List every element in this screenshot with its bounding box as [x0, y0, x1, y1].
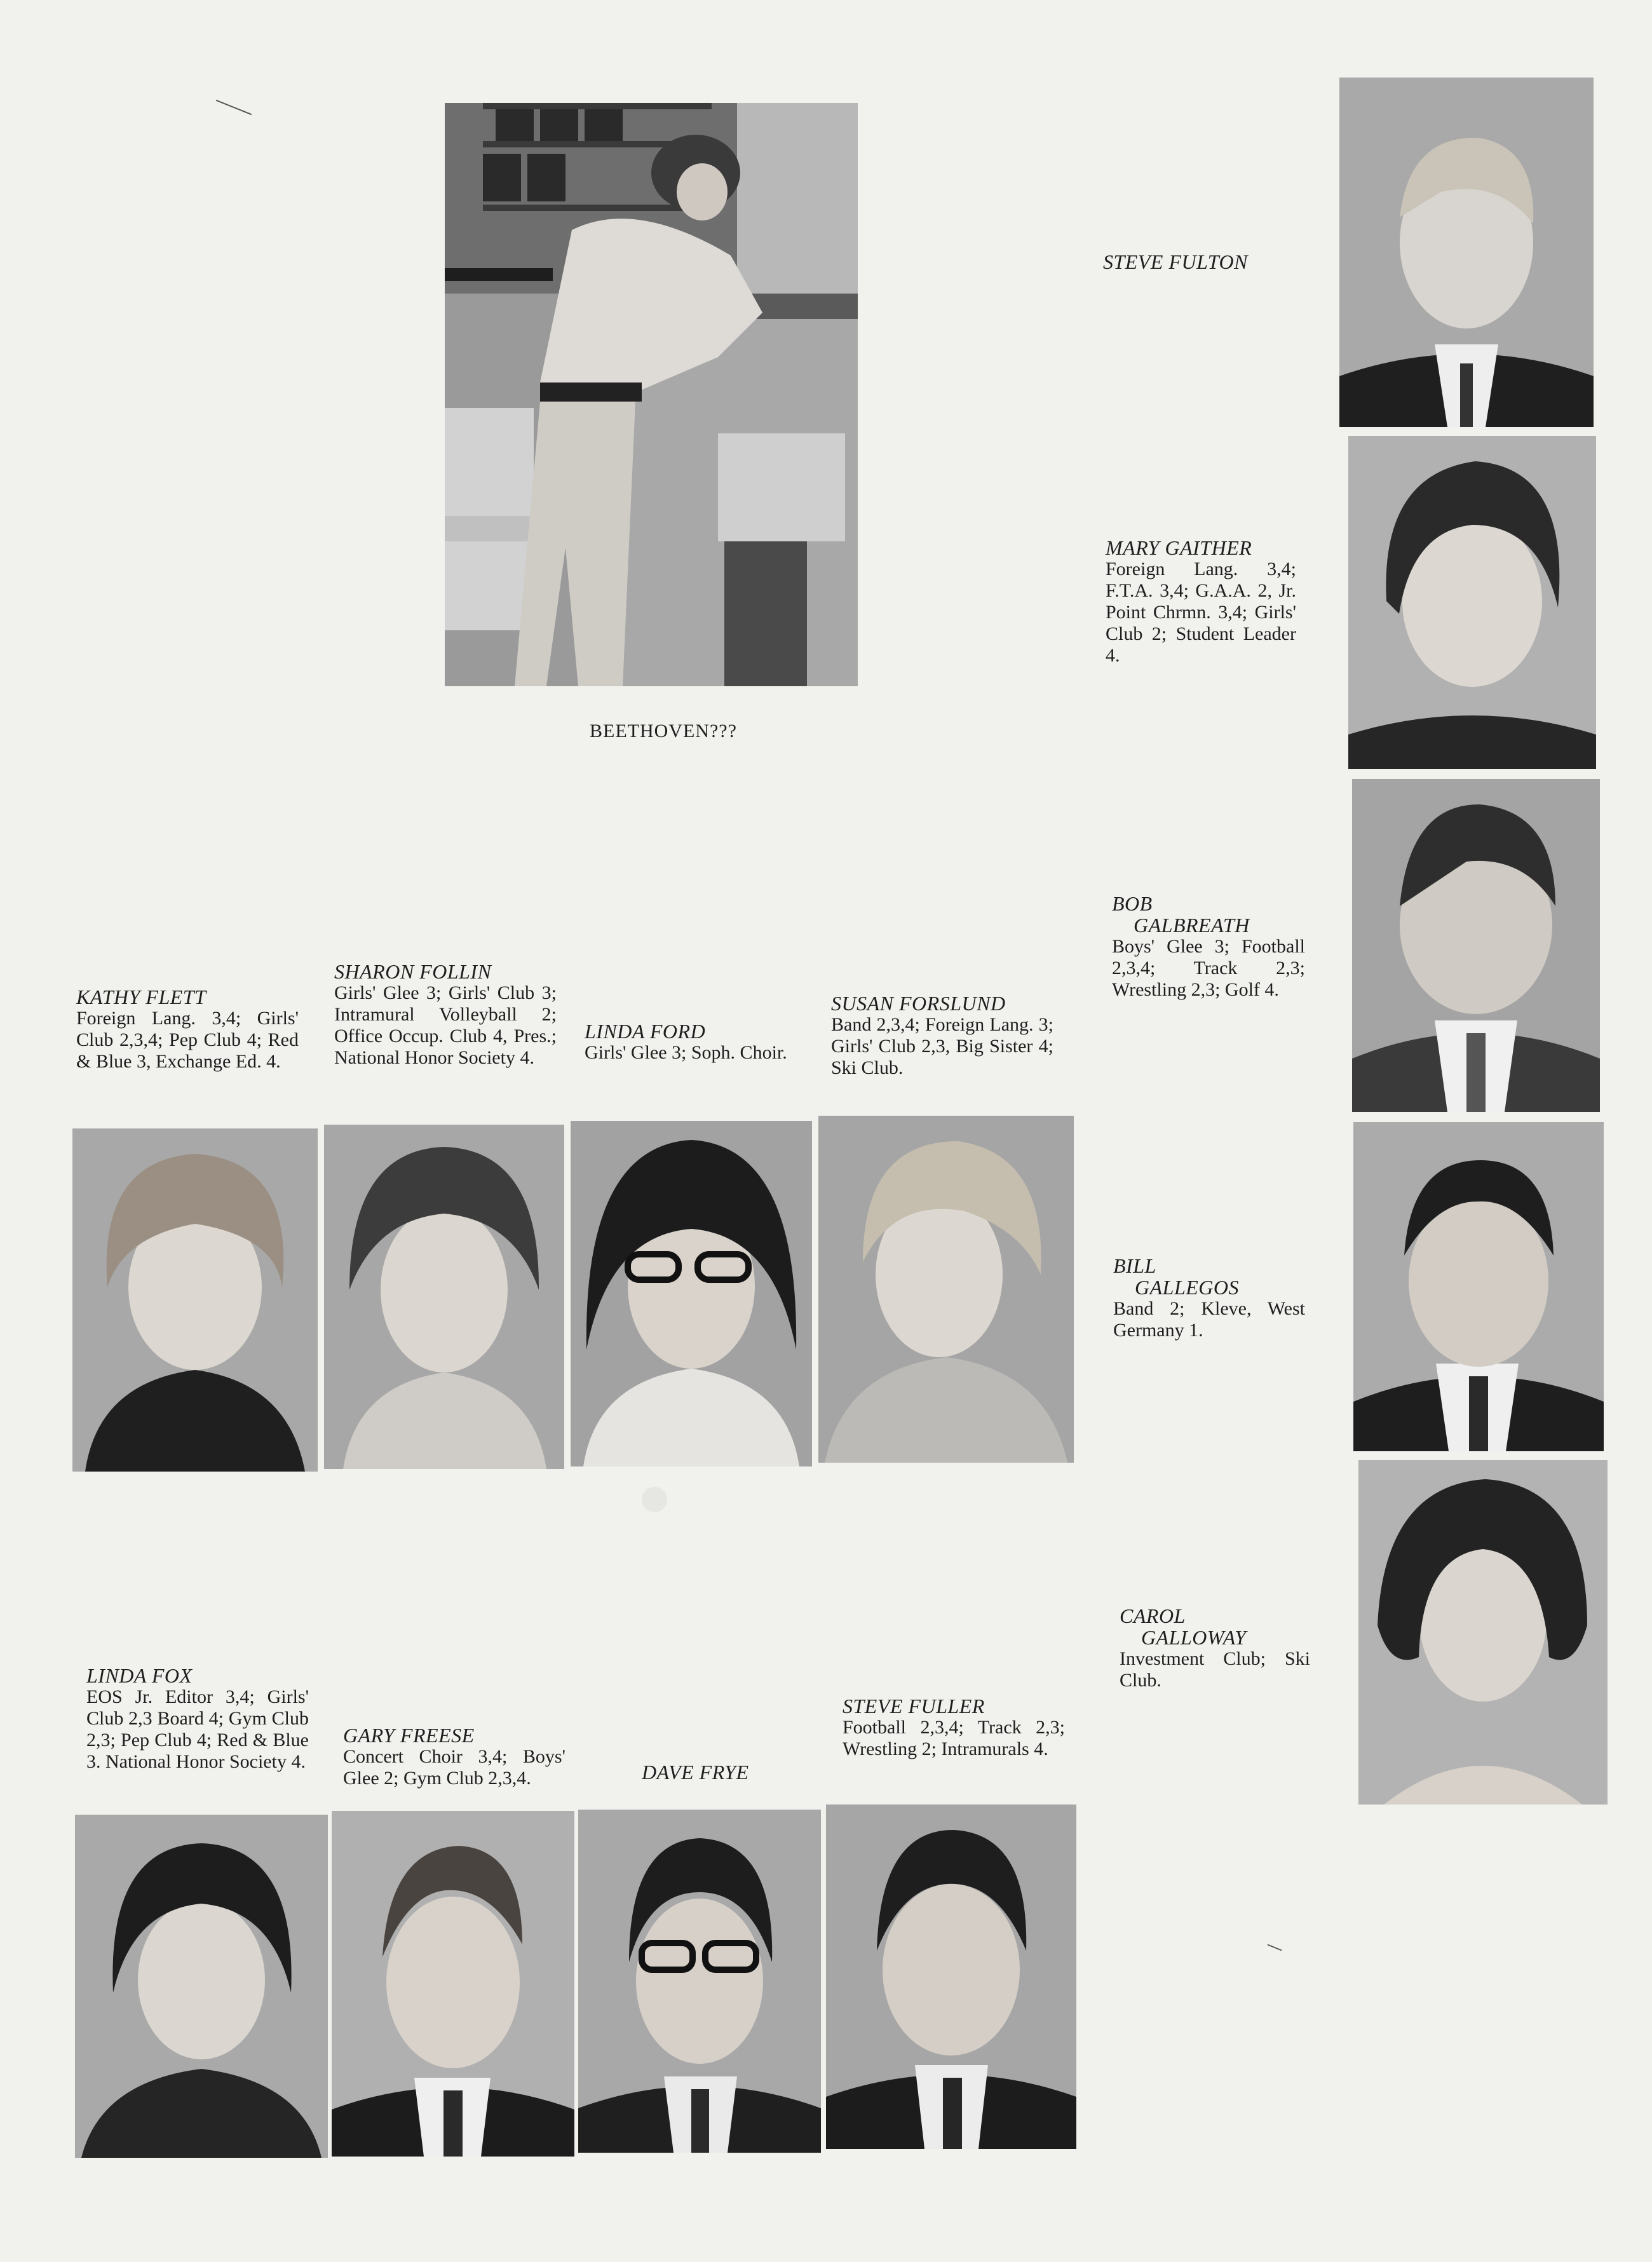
candid-photo-piano [445, 103, 858, 686]
bio-gary-freese [343, 1724, 565, 1789]
student-last-name: GALBREATH [1134, 914, 1250, 937]
student-name: LINDA FORD [585, 1020, 706, 1043]
portrait-bob-galbreath [1352, 779, 1600, 1112]
bio-steve-fulton [1103, 251, 1306, 273]
stray-mark [1267, 1944, 1282, 1951]
student-activities: Football 2,3,4; Track 2,3; Wrestling 2; Intramurals 4. [843, 1717, 1065, 1759]
student-activities: Girls' Glee 3; Girls' Club 3; Intramural Volleyball 2; Office Occup. Club 4, Pres.; National Honor Society 4. [334, 982, 557, 1068]
pencil-mark [216, 100, 252, 115]
bio-bob-galbreath [1112, 893, 1305, 1001]
student-name [1120, 1605, 1310, 1648]
portrait-mary-gaither [1348, 436, 1596, 769]
student-activities: Foreign Lang. 3,4; F.T.A. 3,4; G.A.A. 2, Jr. Point Chrmn. 3,4; Girls' Club 2; Student Leader 4. [1106, 559, 1296, 666]
bio-sharon-follin [334, 961, 557, 1069]
portrait-bill-gallegos [1353, 1122, 1604, 1451]
portrait-steve-fuller [826, 1805, 1076, 2149]
student-name: LINDA FOX [86, 1664, 193, 1687]
student-first-name: CAROL [1120, 1604, 1186, 1627]
bio-carol-galloway [1120, 1605, 1310, 1691]
student-name: SHARON FOLLIN [334, 960, 492, 983]
bio-susan-forslund [831, 992, 1053, 1079]
student-first-name: BOB [1112, 892, 1153, 915]
portrait-susan-forslund [818, 1116, 1074, 1463]
portrait-linda-fox [75, 1815, 328, 2158]
bio-linda-ford [585, 1020, 807, 1064]
student-name: MARY GAITHER [1106, 536, 1252, 559]
student-activities: Girls' Glee 3; Soph. Choir. [585, 1042, 787, 1063]
bio-mary-gaither [1106, 537, 1296, 667]
student-activities: Concert Choir 3,4; Boys' Glee 2; Gym Club 2,3,4. [343, 1746, 565, 1789]
portrait-steve-fulton [1339, 78, 1594, 427]
bio-dave-frye [642, 1761, 832, 1783]
bio-steve-fuller [843, 1695, 1065, 1760]
student-last-name: GALLEGOS [1135, 1276, 1240, 1299]
student-activities: Band 2; Kleve, West Germany 1. [1113, 1298, 1305, 1341]
student-activities: Boys' Glee 3; Football 2,3,4; Track 2,3; Wrestling 2,3; Golf 4. [1112, 936, 1305, 1000]
student-activities: Investment Club; Ski Club. [1120, 1648, 1310, 1691]
bio-kathy-flett [76, 986, 299, 1073]
faded-leaf-mark [642, 1487, 667, 1512]
student-activities: Foreign Lang. 3,4; Girls' Club 2,3,4; Pep Club 4; Red & Blue 3, Exchange Ed. 4. [76, 1008, 299, 1072]
portrait-kathy-flett [72, 1128, 318, 1472]
student-name: STEVE FULTON [1103, 250, 1248, 273]
bio-linda-fox [86, 1665, 309, 1773]
student-last-name: GALLOWAY [1141, 1626, 1247, 1649]
student-name: DAVE FRYE [642, 1761, 749, 1784]
student-name: SUSAN FORSLUND [831, 992, 1006, 1015]
portrait-linda-ford [571, 1121, 812, 1466]
portrait-dave-frye [578, 1810, 821, 2153]
bio-bill-gallegos [1113, 1255, 1305, 1341]
portrait-carol-galloway [1358, 1460, 1608, 1805]
student-activities: EOS Jr. Editor 3,4; Girls' Club 2,3 Board 4; Gym Club 2,3; Pep Club 4; Red & Blue 3. National Honor Society 4. [86, 1686, 309, 1772]
portrait-gary-freese [332, 1811, 574, 2157]
student-activities: Band 2,3,4; Foreign Lang. 3; Girls' Club 2,3, Big Sister 4; Ski Club. [831, 1014, 1053, 1078]
student-name: STEVE FULLER [843, 1695, 985, 1717]
candid-photo-caption: BEETHOVEN??? [590, 721, 737, 742]
student-first-name: BILL [1113, 1254, 1156, 1277]
portrait-sharon-follin [324, 1125, 564, 1469]
student-name: GARY FREESE [343, 1724, 475, 1747]
student-name [1113, 1255, 1305, 1298]
student-name: KATHY FLETT [76, 985, 207, 1008]
student-name [1112, 893, 1305, 936]
